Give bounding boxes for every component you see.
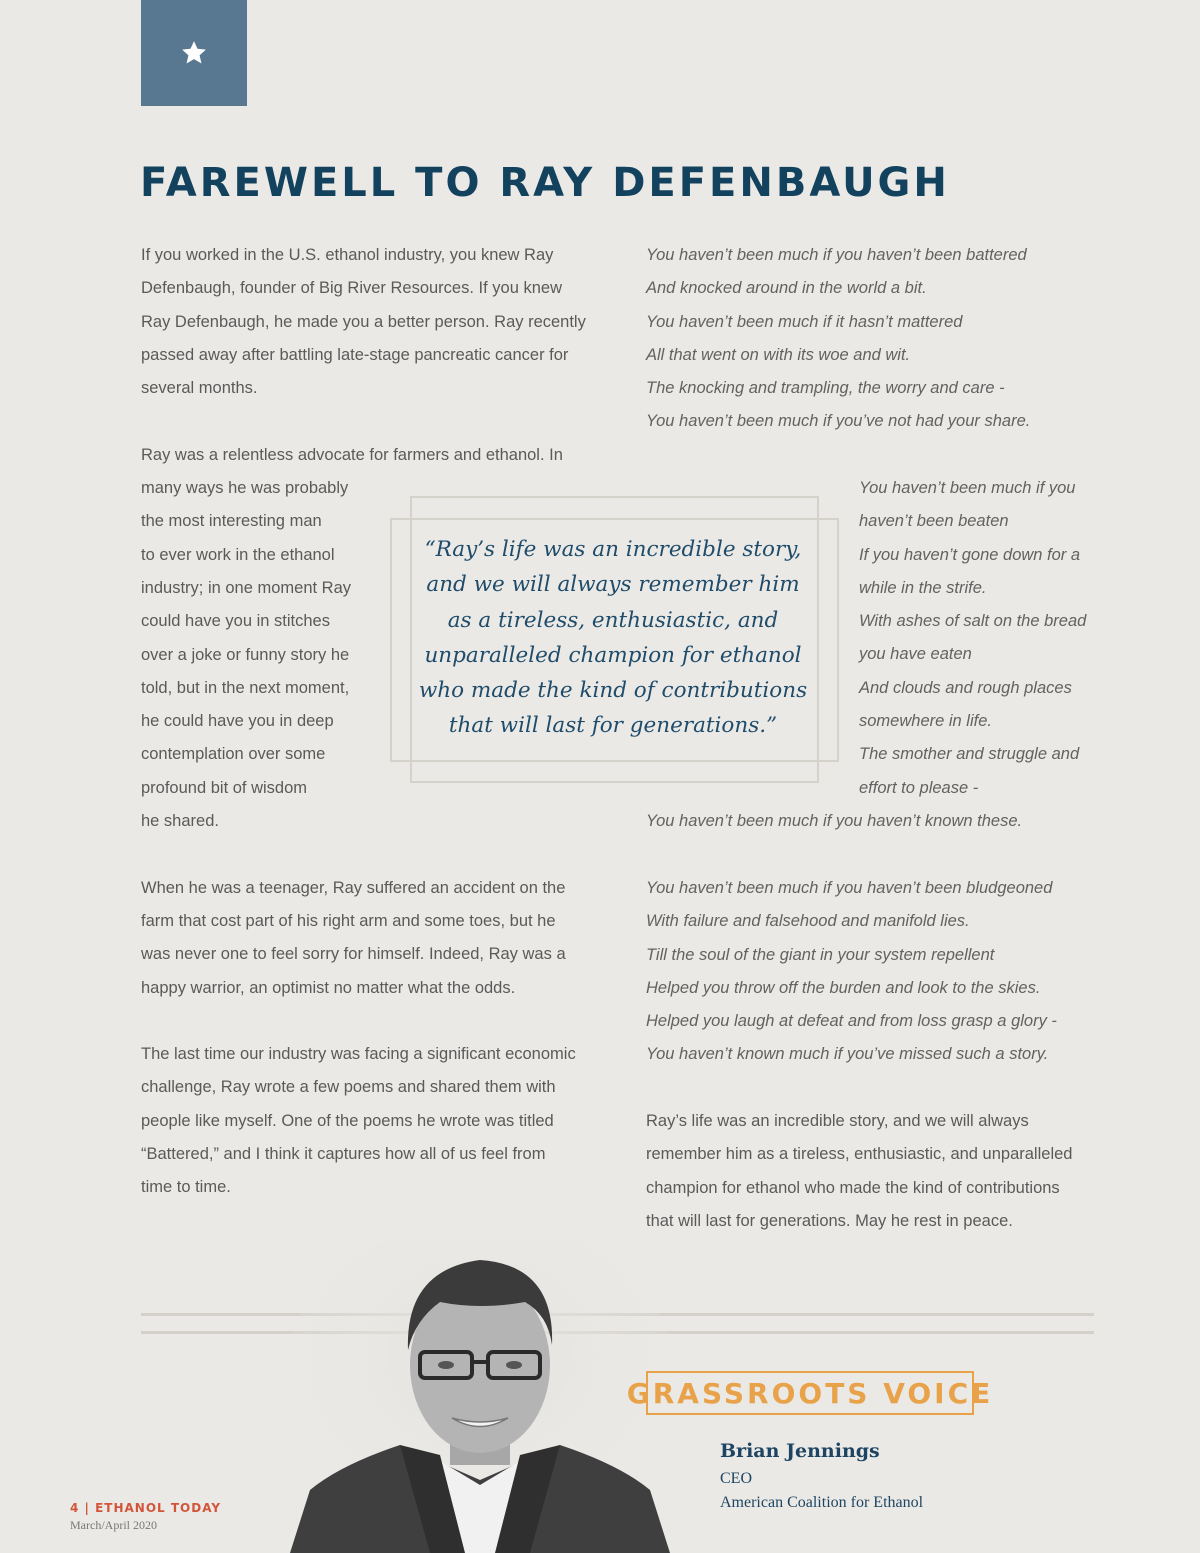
- poem-line: And clouds and rough places: [859, 678, 1072, 697]
- pull-quote-line: and we will always remember him: [426, 572, 800, 598]
- poem-line: If you haven’t gone down for a: [859, 545, 1081, 564]
- text-line: If you worked in the U.S. ethanol industry, you knew Ray: [141, 246, 554, 264]
- poem-line: You haven’t been much if you haven’t been battered: [646, 246, 1027, 264]
- text-line: happy warrior, an optimist no matter what the odds.: [141, 978, 516, 997]
- text-line: passed away after battling late-stage pancreatic cancer for: [141, 345, 569, 364]
- footer-page-label: 4 | ETHANOL TODAY: [70, 1501, 222, 1515]
- text-line: champion for ethanol who made the kind of contributions: [646, 1178, 1060, 1197]
- text-line: “Battered,” and I think it captures how all of us feel from: [141, 1145, 546, 1164]
- poem-line: effort to please -: [859, 778, 979, 797]
- text-line: Ray’s life was an incredible story, and we will always: [646, 1112, 1029, 1130]
- poem-stanza-3: [646, 872, 1057, 1072]
- poem-stanza-2: [859, 472, 1086, 805]
- poem-line: You haven’t been much if it hasn’t mattered: [646, 312, 963, 331]
- text-line: over a joke or funny story he: [141, 645, 350, 664]
- paragraph-intro: [141, 239, 586, 405]
- pull-quote-line: as a tireless, enthusiastic, and: [447, 607, 779, 633]
- pull-quote: [412, 532, 814, 744]
- section-label: GRASSROOTS VOICE: [626, 1376, 994, 1410]
- poem-line: Helped you throw off the burden and look to the skies.: [646, 978, 1041, 997]
- text-line: several months.: [141, 379, 258, 398]
- poem-line: You haven’t been much if you: [859, 479, 1076, 497]
- poem-line: Helped you laugh at defeat and from loss grasp a glory -: [646, 1012, 1057, 1031]
- poem-line: The knocking and trampling, the worry and care -: [646, 379, 1005, 398]
- text-line: Ray Defenbaugh, he made you a better person. Ray recently: [141, 312, 586, 331]
- text-line: could have you in stitches: [141, 612, 330, 631]
- poem-line: you have eaten: [859, 645, 972, 664]
- poem-line: You haven’t been much if you haven’t been bludgeoned: [646, 879, 1053, 897]
- poem-stanza-1: [646, 239, 1030, 439]
- poem-stanza-2-last: [646, 805, 1022, 838]
- text-line: The last time our industry was facing a significant economic: [141, 1045, 576, 1064]
- section-label-box: [626, 1371, 994, 1415]
- poem-line: The smother and struggle and: [859, 745, 1080, 764]
- text-line: remember him as a tireless, enthusiastic, and unparalleled: [646, 1145, 1073, 1164]
- author-role: CEO: [720, 1470, 752, 1487]
- closing-paragraph: [646, 1105, 1072, 1238]
- author-organization: American Coalition for Ethanol: [720, 1494, 924, 1511]
- text-line: Defenbaugh, founder of Big River Resources. If you knew: [141, 279, 562, 298]
- poem-line: somewhere in life.: [859, 712, 992, 731]
- poem-line: Till the soul of the giant in your system repellent: [646, 945, 995, 964]
- text-line: he could have you in deep: [141, 712, 334, 731]
- text-line: people like myself. One of the poems he wrote was titled: [141, 1111, 554, 1130]
- poem-line: With failure and falsehood and manifold lies.: [646, 912, 970, 931]
- poem-line: haven’t been beaten: [859, 512, 1009, 531]
- page-title: FAREWELL TO RAY DEFENBAUGH: [140, 160, 950, 206]
- text-line: When he was a teenager, Ray suffered an accident on the: [141, 878, 566, 897]
- text-line: he shared.: [141, 812, 219, 831]
- poem-line: while in the strife.: [859, 578, 987, 597]
- pull-quote-line: “Ray’s life was an incredible story,: [424, 537, 802, 562]
- text-line: time to time.: [141, 1178, 231, 1197]
- footer-date: March/April 2020: [70, 1518, 157, 1532]
- star-icon: [180, 39, 208, 67]
- text-line: that will last for generations. May he rest in peace.: [646, 1211, 1013, 1230]
- text-line: the most interesting man: [141, 512, 322, 531]
- paragraph-teenager: [141, 872, 586, 1005]
- text-line: was never one to feel sorry for himself. Indeed, Ray was a: [141, 945, 566, 964]
- text-line: challenge, Ray wrote a few poems and shared them with: [141, 1078, 556, 1097]
- poem-line: You haven’t been much if you’ve not had your share.: [646, 412, 1031, 431]
- text-line: Ray was a relentless advocate for farmers and ethanol. In: [141, 445, 563, 464]
- poem-line: All that went on with its woe and wit.: [646, 345, 911, 364]
- text-line: farm that cost part of his right arm and some toes, but he: [141, 911, 556, 930]
- paragraph-poems: [141, 1038, 586, 1204]
- pull-quote-line: that will last for generations.”: [448, 713, 778, 739]
- poem-line: You haven’t been much if you haven’t known these.: [646, 812, 1023, 830]
- poem-line: And knocked around in the world a bit.: [646, 279, 927, 298]
- text-line: told, but in the next moment,: [141, 678, 350, 697]
- text-line: profound bit of wisdom: [141, 778, 308, 797]
- pull-quote-line: unparalleled champion for ethanol: [424, 642, 802, 668]
- header-tab: [141, 0, 247, 106]
- text-line: industry; in one moment Ray: [141, 578, 352, 597]
- author-name: Brian Jennings: [720, 1440, 880, 1462]
- text-line: many ways he was probably: [141, 479, 349, 498]
- text-line: contemplation over some: [141, 745, 326, 764]
- pull-quote-line: who made the kind of contributions: [418, 678, 808, 704]
- poem-line: You haven’t known much if you’ve missed such a story.: [646, 1045, 1049, 1064]
- poem-line: With ashes of salt on the bread: [859, 612, 1087, 631]
- text-line: to ever work in the ethanol: [141, 545, 335, 564]
